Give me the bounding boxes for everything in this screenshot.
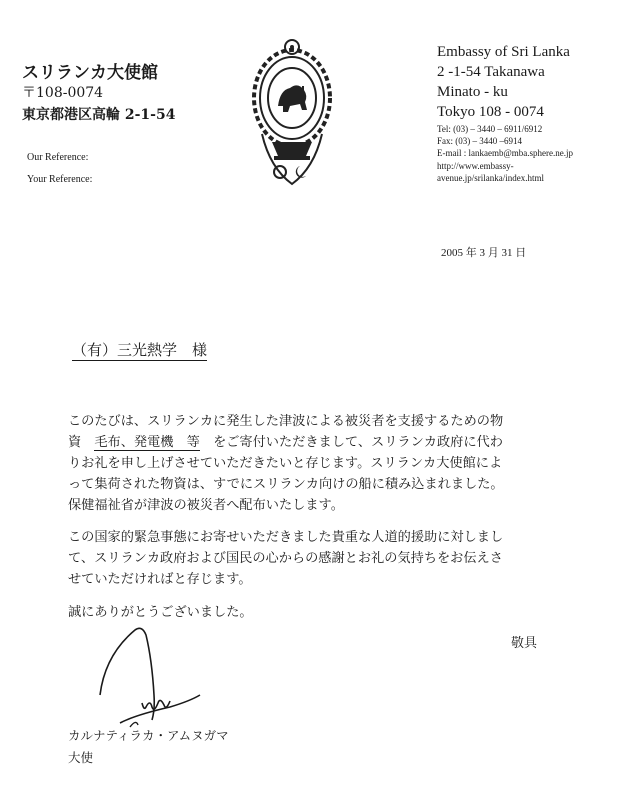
body-p1-line4: って集荷された物資は、すでにスリランカ向けの船に積み込まれました。 xyxy=(68,477,504,492)
body-p1-line2-start: 資 xyxy=(68,435,82,450)
handwritten-signature xyxy=(80,615,260,735)
addressee-honorific: 様 xyxy=(192,341,208,359)
body-p1-line5: 保健福祉省が津波の被災者へ配布いたします。 xyxy=(68,498,344,513)
donated-items: 毛布、発電機 等 xyxy=(94,435,200,450)
website-line-1: http://www.embassy- xyxy=(437,161,514,171)
your-reference-label: Your Reference: xyxy=(27,174,93,185)
embassy-name-en: Embassy of Sri Lanka xyxy=(437,44,570,60)
address-line-en: 2 -1-54 Takanawa xyxy=(437,64,545,80)
body-p2-line2: て、スリランカ政府および国民の心からの感謝とお礼の気持ちをお伝えさ xyxy=(68,551,503,566)
body-p1-line2 xyxy=(68,431,503,450)
fax: Fax: (03) – 3440 –6914 xyxy=(437,136,522,146)
ward-line-en: Minato - ku xyxy=(437,84,508,100)
telephone: Tel: (03) – 3440 – 6911/6912 xyxy=(437,124,543,134)
sender-address-jp: 東京都港区高輪 2-1-54 xyxy=(22,107,176,123)
body-p2-line1: この国家的緊急事態にお寄せいただきました貴重な人道的援助に対しまし xyxy=(68,530,504,545)
signer-title: 大使 xyxy=(68,750,94,765)
body-p1-line1: このたびは、スリランカに発生した津波による被災者を支援するための物 xyxy=(68,414,504,429)
sender-postal-jp: 〒108-0074 xyxy=(22,85,104,101)
body-p2-line3: せていただければと存じます。 xyxy=(68,572,252,587)
addressee-name: （有）三光熱学 xyxy=(72,341,178,359)
body-p3: 誠にありがとうございました。 xyxy=(68,605,253,620)
website-line-2: avenue.jp/srilanka/index.html xyxy=(437,173,544,183)
body-p1-line3: りお礼を申し上げさせていただきたいと存じます。スリランカ大使館によ xyxy=(68,456,503,471)
closing: 敬具 xyxy=(511,636,538,651)
letter-date: 2005 年 3 月 31 日 xyxy=(441,247,527,259)
body-p1-line2-end: をご寄付いただきまして、スリランカ政府に代わ xyxy=(213,435,503,450)
signer-name: カルナティラカ・アムヌガマ xyxy=(68,728,229,743)
addressee xyxy=(72,339,207,360)
our-reference-label: Our Reference: xyxy=(27,152,89,163)
sender-name-jp: スリランカ大使館 xyxy=(22,63,158,83)
sri-lanka-emblem-icon xyxy=(250,38,334,188)
email: E-mail : lankaemb@mba.sphere.ne.jp xyxy=(437,148,573,158)
city-line-en: Tokyo 108 - 0074 xyxy=(437,104,544,120)
